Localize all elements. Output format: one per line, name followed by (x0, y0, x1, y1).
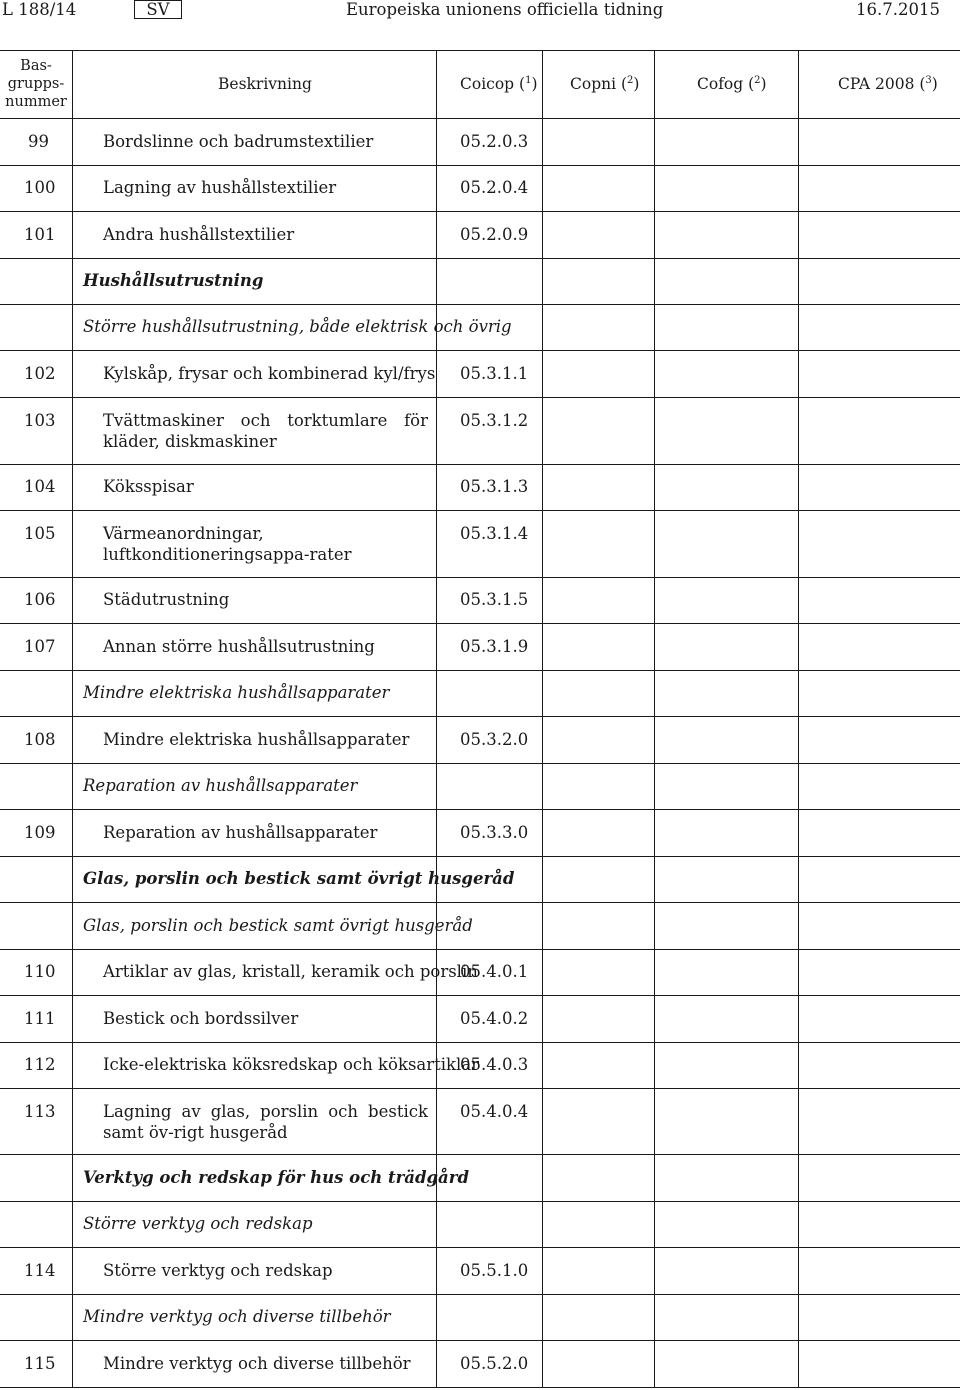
row-divider (0, 1088, 960, 1089)
column-divider (436, 50, 437, 1388)
header-basgrupp-line2: grupps- (7, 76, 65, 92)
header-cofog (697, 74, 767, 95)
row-divider (0, 1247, 960, 1248)
row-101-number: 101 (24, 225, 56, 244)
header-cofog-footnote: 2 (754, 74, 761, 86)
row-113-description: Lagning av glas, porslin och bestick samt öv-rigt husgeråd (103, 1102, 428, 1142)
row-108-number: 108 (24, 730, 56, 749)
row-115-number: 115 (24, 1354, 56, 1373)
row-113-number: 113 (24, 1102, 56, 1121)
column-divider (72, 50, 73, 1388)
section-heading: Hushållsutrustning (83, 271, 264, 290)
section-subheading: Mindre verktyg och diverse tillbehör (83, 1307, 391, 1326)
row-114-coicop: 05.5.1.0 (460, 1261, 529, 1280)
row-110-coicop: 05.4.0.1 (460, 962, 529, 981)
row-divider (0, 1201, 960, 1202)
header-cpa-close: ) (931, 75, 938, 93)
column-divider (798, 50, 799, 1388)
row-divider (0, 809, 960, 810)
row-99-number: 99 (28, 132, 49, 151)
header-cpa-label: CPA 2008 ( (838, 75, 926, 93)
row-divider (0, 623, 960, 624)
row-102-number: 102 (24, 364, 56, 383)
column-divider (542, 50, 543, 1388)
header-cpa (838, 74, 938, 95)
row-105-description: Värmeanordningar, luftkonditioneringsappa-rater (103, 524, 352, 564)
section-subheading: Större verktyg och redskap (83, 1214, 313, 1233)
row-107-number: 107 (24, 637, 56, 656)
row-115-description: Mindre verktyg och diverse tillbehör (103, 1354, 411, 1373)
row-106-number: 106 (24, 590, 56, 609)
header-copni-footnote: 2 (627, 74, 634, 86)
row-102-description: Kylskåp, frysar och kombinerad kyl/frys (103, 364, 436, 383)
row-101-coicop: 05.2.0.9 (460, 225, 529, 244)
row-101-description: Andra hushållstextilier (103, 225, 295, 244)
row-103-description: Tvättmaskiner och torktumlare för kläder, diskmaskiner (103, 411, 428, 451)
row-divider (0, 577, 960, 578)
row-divider (0, 1340, 960, 1341)
row-110-number: 110 (24, 962, 56, 981)
journal-reference: L 188/14 (2, 0, 77, 19)
header-basgrupp (0, 57, 72, 111)
row-divider (0, 510, 960, 511)
row-103-number: 103 (24, 411, 56, 430)
row-109-description: Reparation av hushållsapparater (103, 823, 378, 842)
column-divider (654, 50, 655, 1388)
header-beskrivning: Beskrivning (218, 75, 312, 93)
header-coicop-footnote: 1 (525, 74, 532, 86)
row-divider (0, 350, 960, 351)
row-112-number: 112 (24, 1055, 56, 1074)
row-112-description: Icke-elektriska köksredskap och köksartiklar (103, 1055, 480, 1074)
section-heading: Glas, porslin och bestick samt övrigt husgeråd (83, 869, 515, 888)
row-divider (0, 1154, 960, 1155)
classification-table (0, 50, 960, 1390)
section-subheading: Glas, porslin och bestick samt övrigt husgeråd (83, 916, 473, 935)
row-100-description: Lagning av hushållstextilier (103, 178, 337, 197)
row-108-coicop: 05.3.2.0 (460, 730, 529, 749)
row-divider (0, 211, 960, 212)
row-104-number: 104 (24, 477, 56, 496)
row-104-coicop: 05.3.1.3 (460, 477, 529, 496)
row-106-description: Städutrustning (103, 590, 230, 609)
row-112-coicop: 05.4.0.3 (460, 1055, 529, 1074)
journal-title: Europeiska unionens officiella tidning (346, 0, 664, 19)
row-divider (0, 856, 960, 857)
section-heading: Verktyg och redskap för hus och trädgård (83, 1168, 469, 1187)
table-bottom-border (0, 1387, 960, 1388)
section-subheading: Reparation av hushållsapparater (83, 776, 358, 795)
row-109-number: 109 (24, 823, 56, 842)
row-divider (0, 995, 960, 996)
header-copni (570, 74, 639, 95)
row-divider (0, 1294, 960, 1295)
row-divider (0, 670, 960, 671)
table-top-border (0, 50, 960, 51)
header-coicop-label: Coicop ( (460, 75, 526, 93)
section-subheading: Större hushållsutrustning, både elektrisk och övrig (83, 317, 512, 336)
row-divider (0, 949, 960, 950)
row-divider (0, 464, 960, 465)
header-basgrupp-line1: Bas- (20, 58, 52, 74)
row-105-coicop: 05.3.1.4 (460, 524, 529, 543)
row-divider (0, 258, 960, 259)
page-header (0, 0, 960, 24)
row-109-coicop: 05.3.3.0 (460, 823, 529, 842)
row-111-coicop: 05.4.0.2 (460, 1009, 529, 1028)
row-divider (0, 1042, 960, 1043)
row-divider (0, 902, 960, 903)
row-100-coicop: 05.2.0.4 (460, 178, 529, 197)
row-105-number: 105 (24, 524, 56, 543)
row-111-description: Bestick och bordssilver (103, 1009, 299, 1028)
row-106-coicop: 05.3.1.5 (460, 590, 529, 609)
row-102-coicop: 05.3.1.1 (460, 364, 529, 383)
row-108-description: Mindre elektriska hushållsapparater (103, 730, 410, 749)
row-divider (0, 165, 960, 166)
row-114-description: Större verktyg och redskap (103, 1261, 333, 1280)
row-107-coicop: 05.3.1.9 (460, 637, 529, 656)
header-cpa-footnote: 3 (925, 74, 932, 86)
header-copni-label: Copni ( (570, 75, 628, 93)
row-104-description: Köksspisar (103, 477, 194, 496)
row-99-description: Bordslinne och badrumstextilier (103, 132, 374, 151)
row-100-number: 100 (24, 178, 56, 197)
row-115-coicop: 05.5.2.0 (460, 1354, 529, 1373)
row-divider (0, 304, 960, 305)
header-bottom-border (0, 118, 960, 119)
header-cofog-label: Cofog ( (697, 75, 755, 93)
row-111-number: 111 (24, 1009, 56, 1028)
row-113-coicop: 05.4.0.4 (460, 1102, 529, 1121)
language-badge: SV (134, 0, 182, 19)
row-103-coicop: 05.3.1.2 (460, 411, 529, 430)
row-divider (0, 716, 960, 717)
header-cofog-close: ) (760, 75, 767, 93)
header-basgrupp-line3: nummer (5, 94, 67, 110)
row-110-description: Artiklar av glas, kristall, keramik och porslin (103, 962, 478, 981)
section-subheading: Mindre elektriska hushållsapparater (83, 683, 390, 702)
row-107-description: Annan större hushållsutrustning (103, 637, 375, 656)
row-114-number: 114 (24, 1261, 56, 1280)
row-divider (0, 397, 960, 398)
row-99-coicop: 05.2.0.3 (460, 132, 529, 151)
row-divider (0, 763, 960, 764)
header-coicop (460, 74, 538, 95)
publication-date: 16.7.2015 (856, 0, 940, 19)
header-copni-close: ) (633, 75, 640, 93)
header-coicop-close: ) (531, 75, 538, 93)
